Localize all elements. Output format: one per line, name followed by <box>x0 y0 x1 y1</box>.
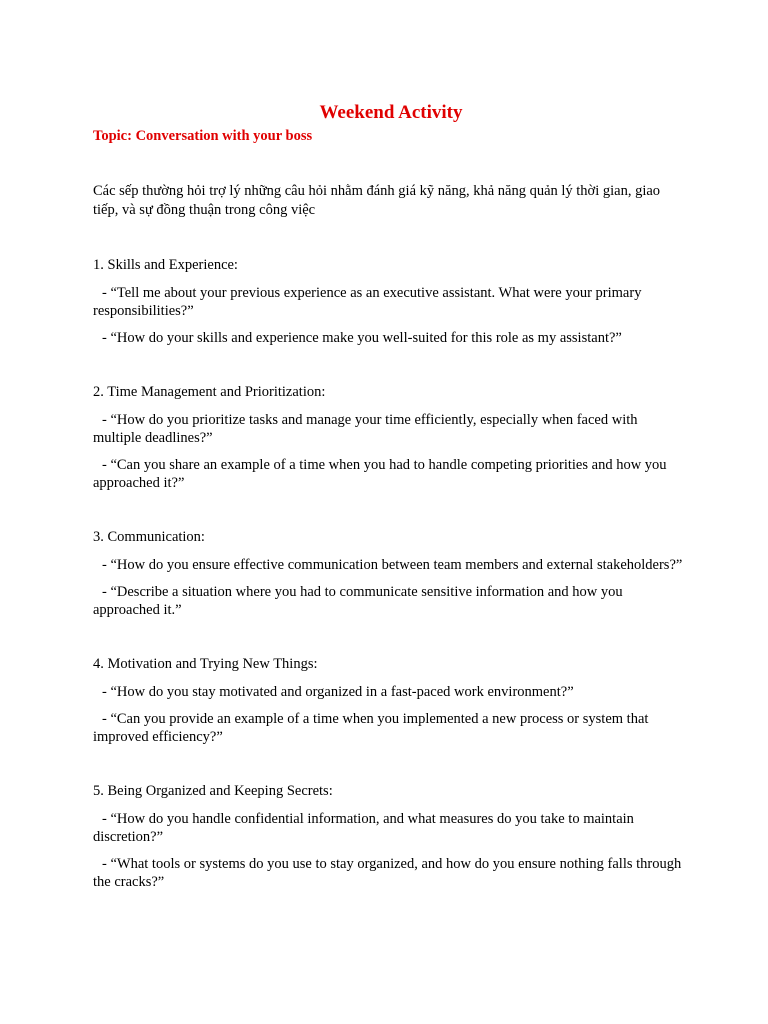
section-heading: 4. Motivation and Trying New Things: <box>93 656 318 672</box>
section-motivation <box>93 655 683 746</box>
document-page <box>93 100 683 900</box>
section-skills-experience <box>93 256 683 347</box>
section-time-management <box>93 383 683 492</box>
question-item: - “How do you ensure effective communication between team members and external stakeholders?” <box>102 557 683 573</box>
section-heading: 3. Communication: <box>93 529 205 545</box>
intro-paragraph: Các sếp thường hỏi trợ lý những câu hỏi nhằm đánh giá kỹ năng, khả năng quản lý thời gian, giao tiếp, và sự đồng thuận trong công việc <box>93 183 661 218</box>
section-communication <box>93 528 683 619</box>
section-organization-secrets <box>93 782 683 891</box>
section-heading: 1. Skills and Experience: <box>93 257 238 273</box>
question-item: - “Describe a situation where you had to communicate sensitive information and how you approached it.” <box>93 584 623 618</box>
question-item: - “How do you prioritize tasks and manage your time efficiently, especially when faced with multiple deadlines?” <box>93 412 638 446</box>
question-item: - “What tools or systems do you use to stay organized, and how do you ensure nothing falls through the cracks?” <box>93 856 682 890</box>
question-item: - “Tell me about your previous experience as an executive assistant. What were your primary responsibilities?” <box>93 285 642 319</box>
question-item: - “Can you provide an example of a time when you implemented a new process or system that improved efficiency?” <box>93 711 649 745</box>
question-item: - “How do your skills and experience make you well-suited for this role as my assistant?” <box>102 330 622 346</box>
question-item: - “Can you share an example of a time when you had to handle competing priorities and how you approached it?” <box>93 457 667 491</box>
question-item: - “How do you stay motivated and organized in a fast-paced work environment?” <box>102 684 574 700</box>
section-heading: 5. Being Organized and Keeping Secrets: <box>93 783 333 799</box>
question-item: - “How do you handle confidential information, and what measures do you take to maintain discretion?” <box>93 811 634 845</box>
section-heading: 2. Time Management and Prioritization: <box>93 384 326 400</box>
document-title: Weekend Activity <box>319 102 463 123</box>
document-topic: Topic: Conversation with your boss <box>93 128 313 144</box>
